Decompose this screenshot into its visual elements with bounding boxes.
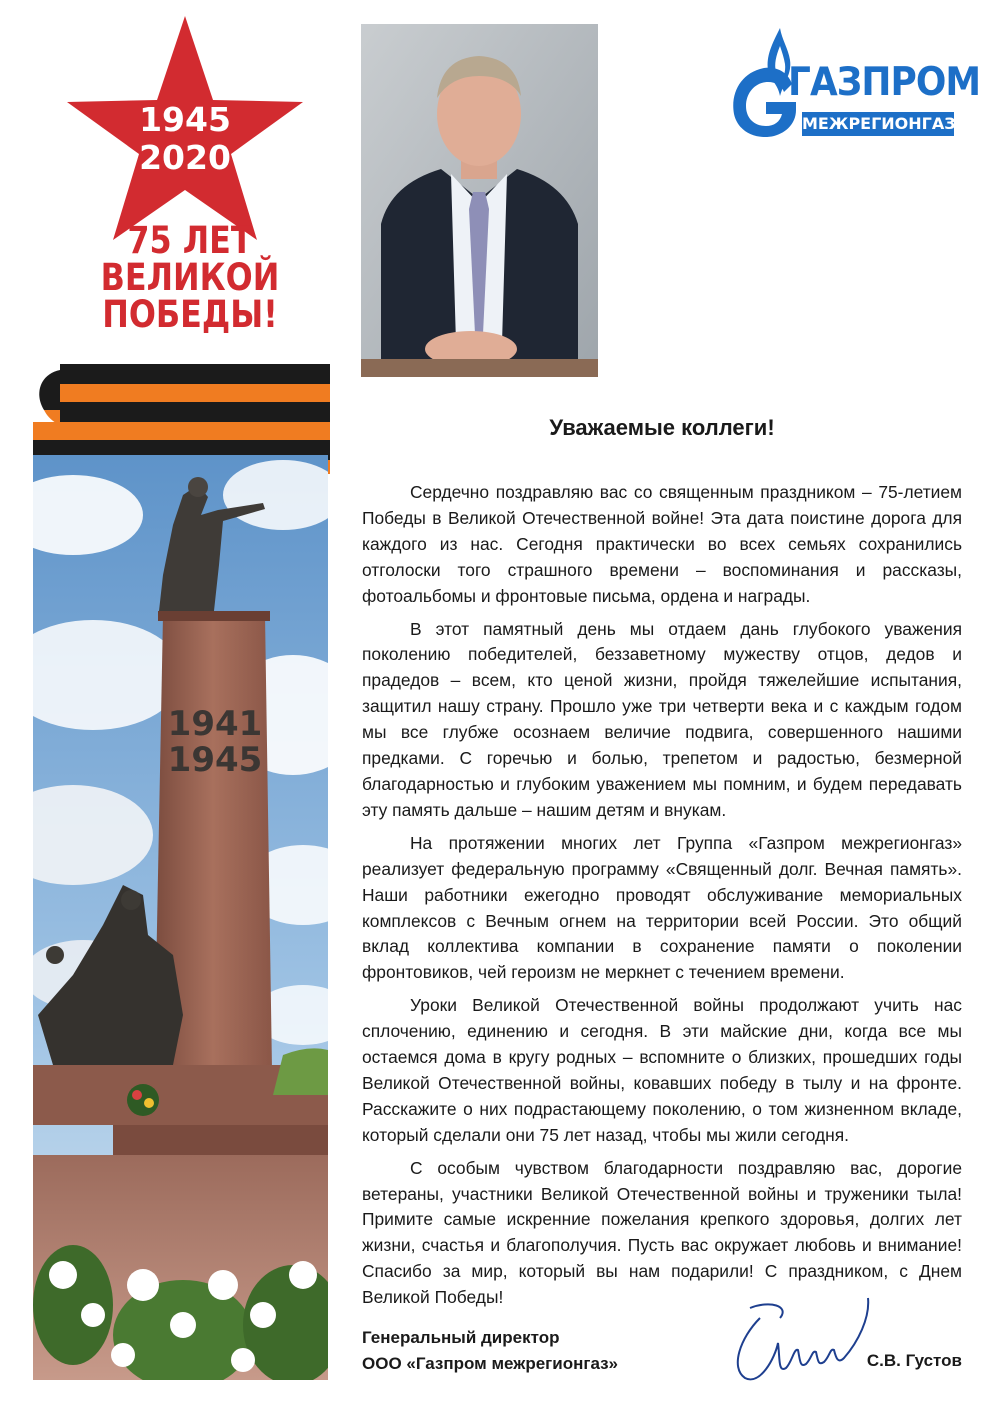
signatory-name: С.В. Густов [866,1351,962,1370]
victory-line-2: ВЕЛИКОЙ [100,256,280,299]
signatory-company: ООО «Газпром межрегионгаз» [362,1354,619,1373]
victory-anniversary-text [87,219,293,336]
director-portrait [361,24,598,377]
memorial-photo [33,455,328,1380]
gazprom-logo [722,26,981,141]
letter-paragraph-1: Сердечно поздравляю вас со священным праздником – 75-летием Победы в Великой Отечественной войне! Эта дата поистине дорога для каждого из нас. Сегодня практически во всех семьях сохранились отголоски того страшного времени – воспоминания и рассказы, фотоальбомы и фронтовые письма, ордена и награды. [362,482,962,606]
plaque-year-1941: 1941 [167,704,263,744]
victory-line-1: 75 ЛЕТ [127,219,253,262]
signatory-position: Генеральный директор [362,1328,560,1347]
letter-paragraph-3: На протяжении многих лет Группа «Газпром межрегионгаз» реализует федеральную программу «Священный долг. Вечная память». Наши работники ежегодно проводят обслуживание мемориальных комплексов с Вечным огнем на территории всей России. Это общий вклад коллектива компании в сохранение памяти о поколении фронтовиков, чей героизм не меркнет с течением времени. [362,832,962,983]
director-portrait-illustration [361,24,598,377]
letter-paragraph-5: С особым чувством благодарности поздравляю вас, дорогие ветераны, участники Великой Отечественной войны и труженики тыла! Примите самые искренние пожелания крепкого здоровья, долгих лет жизни, счастья и благополучия. Пусть вас окружает любовь и внимание! Спасибо за мир, который вы нам подарили! С праздником, с Днем Великой Победы! [362,1157,962,1308]
logo-name: ГАЗПРОМ [788,60,981,105]
logo-subtitle: МЕЖРЕГИОНГАЗ [802,112,954,136]
letter-paragraph-4: Уроки Великой Отечественной войны продолжают учить нас сплочению, единению и сегодня. В эти майские дни, когда все мы остаемся дома в кругу родных – вспомните о близких, прошедших годы Великой Отечественной войны, ковавших победу в тылу и на фронте. Расскажите о них подрастающему поколению, о том жизненном вкладе, который сделали они 75 лет назад, чтобы мы жили сегодня. [362,995,962,1145]
star-year-end: 2020 [139,138,231,177]
signatory-title [362,1325,682,1377]
letter-greeting: Уважаемые коллеги! [549,415,775,440]
plaque-year-1945: 1945 [167,740,263,780]
letter-body [362,480,962,1318]
star-year-start: 1945 [139,100,231,139]
victory-line-3: ПОБЕДЫ! [102,293,278,336]
handwritten-signature [720,1288,880,1398]
letter-paragraph-2: В этот памятный день мы отдаем дань глубокого уважения поколению победителей, беззаветному мужеству отцов, дедов и прадедов – всем, кто ценой жизни, пройдя тяжелейшие испытания, защитил нашу страну. Прошло уже три четверти века и с каждым годом мы все глубже осознаем величие подвига, совершенного нашими предками. С горечью и болью, трепетом и радостью, безмерной благодарностью и глубоким уважением мы помним, и будем передавать эту память дальше – нашим детям и внукам. [362,618,962,820]
memorial-photo-illustration [33,455,328,1380]
